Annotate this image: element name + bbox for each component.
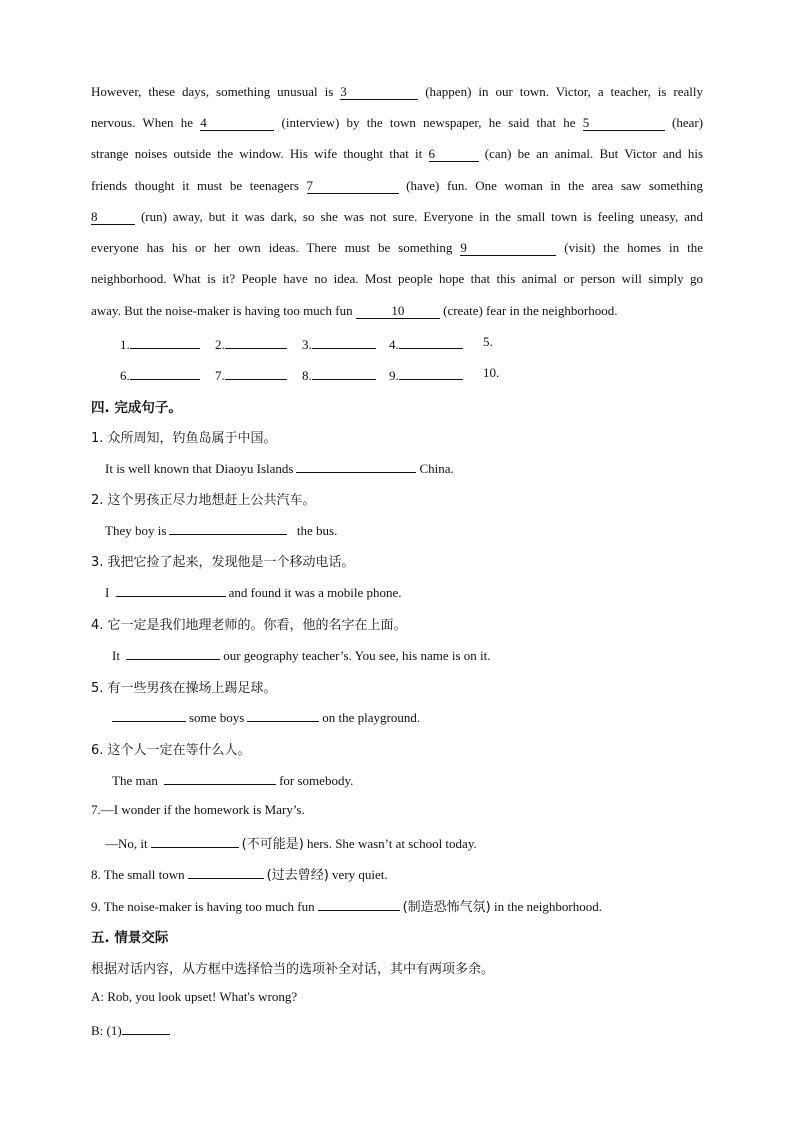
answer-blank[interactable]	[318, 897, 400, 911]
question-8: 8. The small town (过去曾经) very quiet.	[91, 867, 388, 883]
blank-7[interactable]: 7	[307, 179, 399, 194]
passage-text: However, these days, something unusual is	[91, 84, 334, 99]
passage-text: neighborhood. What is it? People have no idea. Most people hope that this animal or person will simply go	[91, 271, 703, 286]
blank-4[interactable]: 4	[200, 116, 274, 131]
passage-text: away. But the noise-maker is having too much fun	[91, 303, 353, 318]
question-2-english: They boy is the bus.	[105, 523, 338, 538]
passage-line-1	[91, 84, 703, 100]
passage-text: (hear)	[672, 115, 704, 130]
question-2-chinese: 2. 这个男孩正尽力地想赶上公共汽车。	[91, 493, 316, 508]
question-1-chinese: 1. 众所周知，钓鱼岛属于中国。	[91, 431, 277, 446]
answer-row-2	[0, 365, 794, 383]
answer-blank[interactable]	[116, 583, 226, 597]
question-4-english: It our geography teacher’s. You see, his name is on it.	[112, 648, 491, 663]
question-7-prompt: 7.—I wonder if the homework is Mary’s.	[91, 802, 305, 817]
answer-slot[interactable]: 4.	[389, 334, 463, 353]
section-4-title: 四. 完成句子。	[91, 400, 182, 416]
passage-text: everyone has his or her own ideas. There must be something	[91, 240, 453, 255]
passage-text: (visit) the homes in the	[564, 240, 704, 255]
answer-slot[interactable]: 6.	[120, 365, 200, 384]
passage-text: (create) fear in the neighborhood.	[443, 303, 618, 318]
blank-9[interactable]: 9	[460, 241, 556, 256]
section-5-title: 五. 情景交际	[91, 930, 169, 946]
passage-line-3	[91, 146, 703, 162]
answer-blank[interactable]	[247, 708, 319, 722]
answer-slot[interactable]: 2.	[215, 334, 287, 353]
passage-line-5	[91, 209, 703, 225]
passage-line-6	[91, 240, 703, 256]
dialog-line-b: B: (1)	[91, 1021, 173, 1039]
question-3-chinese: 3. 我把它捡了起来，发现他是一个移动电话。	[91, 555, 355, 570]
dialog-line-a: A: Rob, you look upset! What's wrong?	[91, 989, 298, 1004]
blank-5[interactable]: 5	[583, 116, 665, 131]
question-1-english: It is well known that Diaoyu Islands China.	[105, 461, 454, 476]
answer-slot[interactable]: 9.	[389, 365, 463, 384]
answer-slot[interactable]: 5.	[483, 334, 493, 349]
blank-3[interactable]: 3	[340, 85, 418, 100]
answer-slot[interactable]: 8.	[302, 365, 376, 384]
question-4-chinese: 4. 它一定是我们地理老师的。你看，他的名字在上面。	[91, 618, 407, 633]
answer-blank[interactable]	[296, 459, 416, 473]
answer-slot[interactable]: 10.	[483, 365, 500, 380]
passage-text: (interview) by the town newspaper, he said that he	[281, 115, 576, 130]
passage-text: nervous. When he	[91, 115, 193, 130]
answer-blank[interactable]	[126, 646, 220, 660]
question-9: 9. The noise-maker is having too much fun (制造恐怖气氛) in the neighborhood.	[91, 899, 602, 915]
answer-slot[interactable]: 1.	[120, 334, 200, 353]
question-6-chinese: 6. 这个人一定在等什么人。	[91, 743, 251, 758]
passage-text: (can) be an animal. But Victor and his	[484, 146, 704, 161]
answer-blank[interactable]	[122, 1021, 170, 1035]
question-5-chinese: 5. 有一些男孩在操场上踢足球。	[91, 681, 277, 696]
blank-8[interactable]: 8	[91, 210, 135, 225]
answer-row-1	[0, 334, 794, 352]
answer-blank[interactable]	[112, 708, 186, 722]
question-5-english: some boys on the playground.	[112, 708, 420, 726]
answer-blank[interactable]	[164, 771, 276, 785]
passage-text: (run) away, but it was dark, so she was not sure. Everyone in the small town is feeling uneasy, and	[140, 209, 704, 224]
question-7-answer: —No, it (不可能是) hers. She wasn’t at school today.	[105, 836, 477, 852]
passage-line-2	[91, 115, 703, 131]
blank-10[interactable]: 10	[356, 304, 440, 319]
passage-text: (happen) in our town. Victor, a teacher, is really	[425, 84, 704, 99]
answer-blank[interactable]	[151, 834, 239, 848]
passage-text: friends thought it must be teenagers	[91, 178, 299, 193]
question-6-english: The man for somebody.	[112, 773, 354, 788]
passage-text: strange noises outside the window. His wife thought that it	[91, 146, 423, 161]
answer-blank[interactable]	[188, 865, 264, 879]
passage-text: (have) fun. One woman in the area saw something	[406, 178, 703, 193]
blank-6[interactable]: 6	[429, 147, 479, 162]
answer-slot[interactable]: 3.	[302, 334, 376, 353]
passage-line-8	[91, 303, 703, 319]
section-5-instruction: 根据对话内容，从方框中选择恰当的选项补全对话，其中有两项多余。	[91, 962, 495, 977]
question-3-english: I and found it was a mobile phone.	[105, 585, 402, 600]
answer-blank[interactable]	[169, 521, 287, 535]
answer-slot[interactable]: 7.	[215, 365, 287, 384]
passage-line-4	[91, 178, 703, 194]
passage-line-7	[91, 271, 703, 287]
